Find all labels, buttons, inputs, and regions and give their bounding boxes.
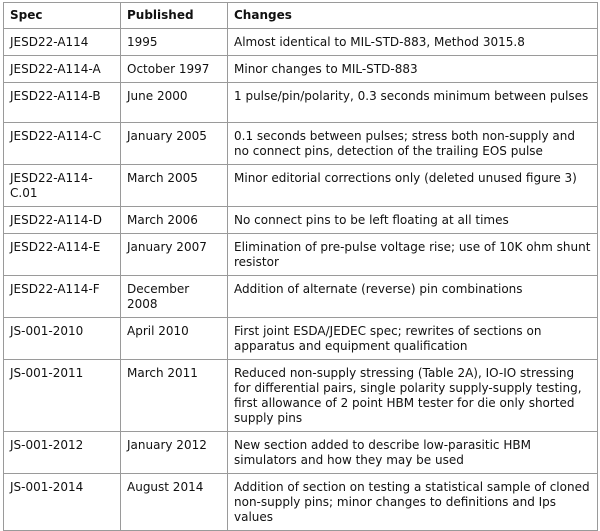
table-row bbox=[4, 276, 598, 318]
cell-changes: Minor editorial corrections only (deleted unused figure 3) bbox=[228, 165, 598, 207]
cell-changes: First joint ESDA/JEDEC spec; rewrites of sections on apparatus and equipment qualification bbox=[228, 318, 598, 360]
table-row bbox=[4, 56, 598, 83]
spec-history-table bbox=[3, 2, 598, 531]
cell-published: January 2007 bbox=[121, 234, 228, 276]
cell-spec: JESD22-A114-C.01 bbox=[4, 165, 121, 207]
cell-changes: Addition of section on testing a statistical sample of cloned non-supply pins; minor changes to definitions and Ips values bbox=[228, 474, 598, 531]
cell-published: March 2006 bbox=[121, 207, 228, 234]
cell-published: December 2008 bbox=[121, 276, 228, 318]
cell-published: January 2012 bbox=[121, 432, 228, 474]
table-row bbox=[4, 360, 598, 432]
cell-published: August 2014 bbox=[121, 474, 228, 531]
cell-changes: Elimination of pre-pulse voltage rise; use of 10K ohm shunt resistor bbox=[228, 234, 598, 276]
cell-changes: Minor changes to MIL-STD-883 bbox=[228, 56, 598, 83]
cell-changes: New section added to describe low-parasitic HBM simulators and how they may be used bbox=[228, 432, 598, 474]
cell-changes: Almost identical to MIL-STD-883, Method 3015.8 bbox=[228, 29, 598, 56]
cell-published: 1995 bbox=[121, 29, 228, 56]
cell-changes: Reduced non-supply stressing (Table 2A), IO-IO stressing for differential pairs, single polarity supply-supply testing, first allowance of 2 point HBM tester for die only shorted supply pins bbox=[228, 360, 598, 432]
table-row bbox=[4, 29, 598, 56]
table-header-row bbox=[4, 3, 598, 29]
cell-spec: JESD22-A114-F bbox=[4, 276, 121, 318]
cell-changes: No connect pins to be left floating at all times bbox=[228, 207, 598, 234]
spec-history-table-container bbox=[3, 2, 597, 531]
cell-changes: 1 pulse/pin/polarity, 0.3 seconds minimum between pulses bbox=[228, 83, 598, 123]
cell-spec: JESD22-A114-E bbox=[4, 234, 121, 276]
cell-published: March 2005 bbox=[121, 165, 228, 207]
table-row bbox=[4, 165, 598, 207]
cell-spec: JS-001-2010 bbox=[4, 318, 121, 360]
cell-published: June 2000 bbox=[121, 83, 228, 123]
table-row bbox=[4, 123, 598, 165]
cell-changes: 0.1 seconds between pulses; stress both non-supply and no connect pins, detection of the trailing EOS pulse bbox=[228, 123, 598, 165]
table-row bbox=[4, 234, 598, 276]
cell-spec: JESD22-A114-A bbox=[4, 56, 121, 83]
cell-published: April 2010 bbox=[121, 318, 228, 360]
cell-spec: JESD22-A114-B bbox=[4, 83, 121, 123]
table-row bbox=[4, 318, 598, 360]
table-row bbox=[4, 207, 598, 234]
header-spec: Spec bbox=[4, 3, 121, 29]
cell-changes: Addition of alternate (reverse) pin combinations bbox=[228, 276, 598, 318]
table-row bbox=[4, 474, 598, 531]
header-changes: Changes bbox=[228, 3, 598, 29]
cell-spec: JS-001-2011 bbox=[4, 360, 121, 432]
table-row bbox=[4, 83, 598, 123]
cell-published: March 2011 bbox=[121, 360, 228, 432]
cell-spec: JS-001-2014 bbox=[4, 474, 121, 531]
cell-spec: JESD22-A114-C bbox=[4, 123, 121, 165]
cell-spec: JESD22-A114 bbox=[4, 29, 121, 56]
cell-spec: JESD22-A114-D bbox=[4, 207, 121, 234]
header-published: Published bbox=[121, 3, 228, 29]
cell-published: October 1997 bbox=[121, 56, 228, 83]
table-row bbox=[4, 432, 598, 474]
cell-published: January 2005 bbox=[121, 123, 228, 165]
cell-spec: JS-001-2012 bbox=[4, 432, 121, 474]
